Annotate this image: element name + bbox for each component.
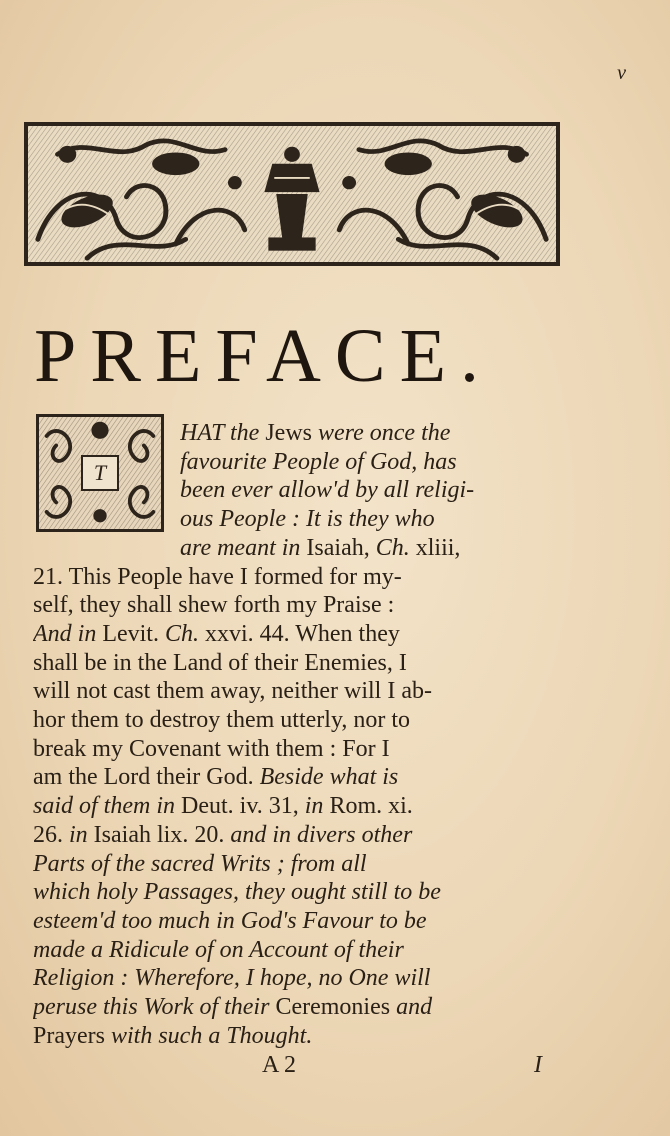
catchword: I [534, 1052, 542, 1078]
text-line [33, 877, 551, 907]
signature-mark: A 2 [262, 1052, 297, 1078]
page-number: v [617, 62, 626, 84]
ornamental-headpiece [24, 122, 560, 266]
text-line [33, 562, 551, 592]
italic-run: and in divers other [230, 821, 413, 848]
text-line [33, 820, 551, 850]
italic-run: peruse this Work of their [33, 994, 276, 1020]
text-line [33, 762, 551, 792]
roman-run: Isaiah lix. 20. [93, 821, 231, 848]
text-line [180, 504, 550, 534]
roman-run: 26. [33, 821, 69, 848]
roman-run: Ceremonies [275, 994, 397, 1020]
italic-run: and [396, 994, 433, 1020]
italic-run: And in [33, 620, 103, 647]
italic-run: Ch. [164, 620, 205, 647]
italic-run: esteem'd too much in God's Favour to be [33, 907, 427, 934]
roman-run: self, they shall shew forth my Praise : [33, 592, 395, 619]
text-line [33, 992, 551, 1022]
roman-run: break my Covenant with them : For I [33, 735, 390, 762]
text-line [33, 849, 551, 879]
italic-run: said of them in [33, 793, 181, 820]
text-line [33, 935, 551, 965]
text-line [180, 475, 550, 505]
italic-run: ous People : It is they who [180, 506, 435, 533]
roman-run: xliii, [415, 534, 461, 561]
text-line [180, 418, 550, 448]
italic-run: in [69, 821, 94, 848]
italic-run: which holy Passages, they ought still to be [33, 879, 441, 906]
roman-run: Isaiah, [306, 534, 376, 561]
italic-run: favourite People of God, has [180, 448, 457, 475]
italic-run: made a Ridicule of on Account of their [33, 936, 404, 963]
drop-cap-letter: T [81, 455, 119, 491]
roman-run: xxvi. 44. When they [205, 620, 400, 647]
roman-run: 21. This People have I formed for my- [33, 563, 402, 590]
text-line [33, 676, 551, 706]
italic-run: are meant in [180, 534, 307, 561]
text-line [33, 963, 551, 993]
roman-run: Jews [265, 420, 319, 446]
italic-run: been ever allow'd by all religi- [180, 477, 475, 504]
text-line [33, 906, 551, 936]
text-line [33, 705, 551, 735]
italic-run: in [304, 793, 330, 820]
text-line [33, 1021, 551, 1051]
text-line [33, 590, 551, 620]
italic-run: Ch. [375, 534, 416, 561]
italic-run: HAT the [180, 420, 266, 446]
italic-run: Religion : Wherefore, I hope, no One will [33, 965, 431, 992]
text-line [33, 791, 551, 821]
headpiece-ornament-icon [28, 126, 556, 262]
roman-run: Levit. [102, 620, 165, 647]
roman-run: Rom. xi. [329, 793, 413, 820]
text-line [180, 447, 550, 477]
text-line [33, 734, 551, 764]
text-line [180, 533, 550, 563]
italic-run: were once the [318, 420, 451, 446]
italic-run: with such a Thought. [110, 1022, 313, 1049]
text-line [33, 648, 551, 678]
page-title: PREFACE. [34, 314, 494, 398]
roman-run: shall be in the Land of their Enemies, I [33, 649, 407, 676]
roman-run: Prayers [33, 1022, 111, 1049]
roman-run: hor them to destroy them utterly, nor to [33, 707, 411, 733]
drop-cap-ornament [36, 414, 164, 532]
roman-run: am the Lord their God. [33, 764, 260, 791]
text-line [33, 619, 551, 649]
italic-run: Beside what is [259, 764, 399, 791]
roman-run: Deut. iv. 31, [181, 793, 305, 820]
roman-run: will not cast them away, neither will I ab- [33, 678, 432, 705]
italic-run: Parts of the sacred Writs ; from all [33, 850, 367, 877]
